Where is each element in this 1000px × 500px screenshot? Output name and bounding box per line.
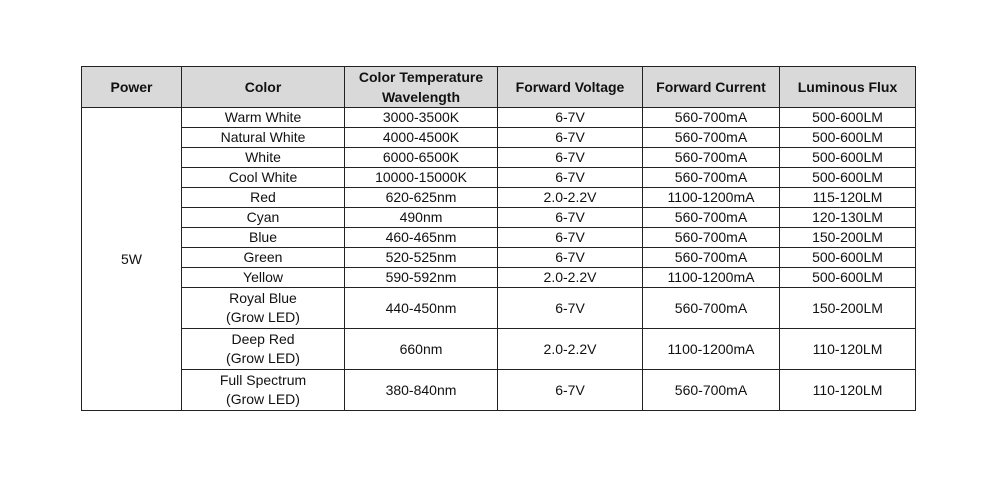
header-forward-current: Forward Current xyxy=(643,67,780,108)
color-cell: Red xyxy=(182,188,345,208)
color-temperature-cell: 10000-15000K xyxy=(345,168,498,188)
color-name: Deep Red xyxy=(231,331,295,347)
led-spec-table xyxy=(81,66,916,411)
table-row xyxy=(82,248,916,268)
forward-voltage-cell: 2.0-2.2V xyxy=(498,268,643,288)
color-temperature-cell: 660nm xyxy=(345,329,498,370)
forward-current-cell: 1100-1200mA xyxy=(643,268,780,288)
table-row xyxy=(82,128,916,148)
table-row xyxy=(82,370,916,411)
luminous-flux-cell: 150-200LM xyxy=(780,288,916,329)
header-temp-line1: Color Temperature xyxy=(358,69,484,85)
header-power: Power xyxy=(82,67,182,108)
forward-current-cell: 560-700mA xyxy=(643,108,780,128)
forward-current-cell: 560-700mA xyxy=(643,148,780,168)
table-row xyxy=(82,168,916,188)
color-cell: Natural White xyxy=(182,128,345,148)
color-temperature-cell: 590-592nm xyxy=(345,268,498,288)
forward-current-cell: 560-700mA xyxy=(643,168,780,188)
forward-voltage-cell: 6-7V xyxy=(498,168,643,188)
header-color: Color xyxy=(182,67,345,108)
forward-voltage-cell: 6-7V xyxy=(498,208,643,228)
table-row xyxy=(82,208,916,228)
table-row xyxy=(82,148,916,168)
header-forward-voltage: Forward Voltage xyxy=(498,67,643,108)
luminous-flux-cell: 500-600LM xyxy=(780,248,916,268)
luminous-flux-cell: 500-600LM xyxy=(780,148,916,168)
forward-voltage-cell: 6-7V xyxy=(498,248,643,268)
luminous-flux-cell: 110-120LM xyxy=(780,370,916,411)
luminous-flux-cell: 500-600LM xyxy=(780,128,916,148)
color-temperature-cell: 380-840nm xyxy=(345,370,498,411)
color-cell: Warm White xyxy=(182,108,345,128)
table-row xyxy=(82,329,916,370)
table-row xyxy=(82,228,916,248)
color-temperature-cell: 620-625nm xyxy=(345,188,498,208)
power-cell: 5W xyxy=(82,108,182,411)
forward-current-cell: 560-700mA xyxy=(643,228,780,248)
luminous-flux-cell: 110-120LM xyxy=(780,329,916,370)
table-row xyxy=(82,268,916,288)
forward-voltage-cell: 6-7V xyxy=(498,288,643,329)
color-temperature-cell: 440-450nm xyxy=(345,288,498,329)
forward-current-cell: 560-700mA xyxy=(643,248,780,268)
forward-voltage-cell: 6-7V xyxy=(498,108,643,128)
luminous-flux-cell: 150-200LM xyxy=(780,228,916,248)
color-temperature-cell: 6000-6500K xyxy=(345,148,498,168)
forward-current-cell: 1100-1200mA xyxy=(643,329,780,370)
color-name: Full Spectrum xyxy=(219,372,307,388)
forward-current-cell: 560-700mA xyxy=(643,208,780,228)
forward-voltage-cell: 2.0-2.2V xyxy=(498,329,643,370)
luminous-flux-cell: 500-600LM xyxy=(780,108,916,128)
color-temperature-cell: 460-465nm xyxy=(345,228,498,248)
color-temperature-cell: 4000-4500K xyxy=(345,128,498,148)
forward-voltage-cell: 6-7V xyxy=(498,228,643,248)
luminous-flux-cell: 500-600LM xyxy=(780,268,916,288)
forward-voltage-cell: 6-7V xyxy=(498,128,643,148)
table-body xyxy=(82,108,916,411)
forward-current-cell: 560-700mA xyxy=(643,288,780,329)
color-cell: Yellow xyxy=(182,268,345,288)
header-color-temperature xyxy=(345,67,498,108)
color-subtype: (Grow LED) xyxy=(226,309,300,325)
luminous-flux-cell: 500-600LM xyxy=(780,168,916,188)
color-cell: Cool White xyxy=(182,168,345,188)
color-temperature-cell: 520-525nm xyxy=(345,248,498,268)
color-cell: Cyan xyxy=(182,208,345,228)
color-subtype: (Grow LED) xyxy=(226,350,300,366)
forward-current-cell: 560-700mA xyxy=(643,128,780,148)
color-subtype: (Grow LED) xyxy=(226,391,300,407)
color-temperature-cell: 490nm xyxy=(345,208,498,228)
forward-voltage-cell: 6-7V xyxy=(498,148,643,168)
table-row xyxy=(82,288,916,329)
luminous-flux-cell: 115-120LM xyxy=(780,188,916,208)
color-name: Royal Blue xyxy=(229,290,297,306)
color-cell xyxy=(182,370,345,411)
forward-voltage-cell: 2.0-2.2V xyxy=(498,188,643,208)
table-row xyxy=(82,108,916,128)
forward-current-cell: 560-700mA xyxy=(643,370,780,411)
color-temperature-cell: 3000-3500K xyxy=(345,108,498,128)
color-cell xyxy=(182,329,345,370)
header-luminous-flux: Luminous Flux xyxy=(780,67,916,108)
header-temp-line2: Wavelength xyxy=(381,89,461,105)
table-row xyxy=(82,188,916,208)
color-cell: White xyxy=(182,148,345,168)
color-cell xyxy=(182,288,345,329)
luminous-flux-cell: 120-130LM xyxy=(780,208,916,228)
color-cell: Blue xyxy=(182,228,345,248)
forward-voltage-cell: 6-7V xyxy=(498,370,643,411)
header-row xyxy=(82,67,916,108)
color-cell: Green xyxy=(182,248,345,268)
forward-current-cell: 1100-1200mA xyxy=(643,188,780,208)
